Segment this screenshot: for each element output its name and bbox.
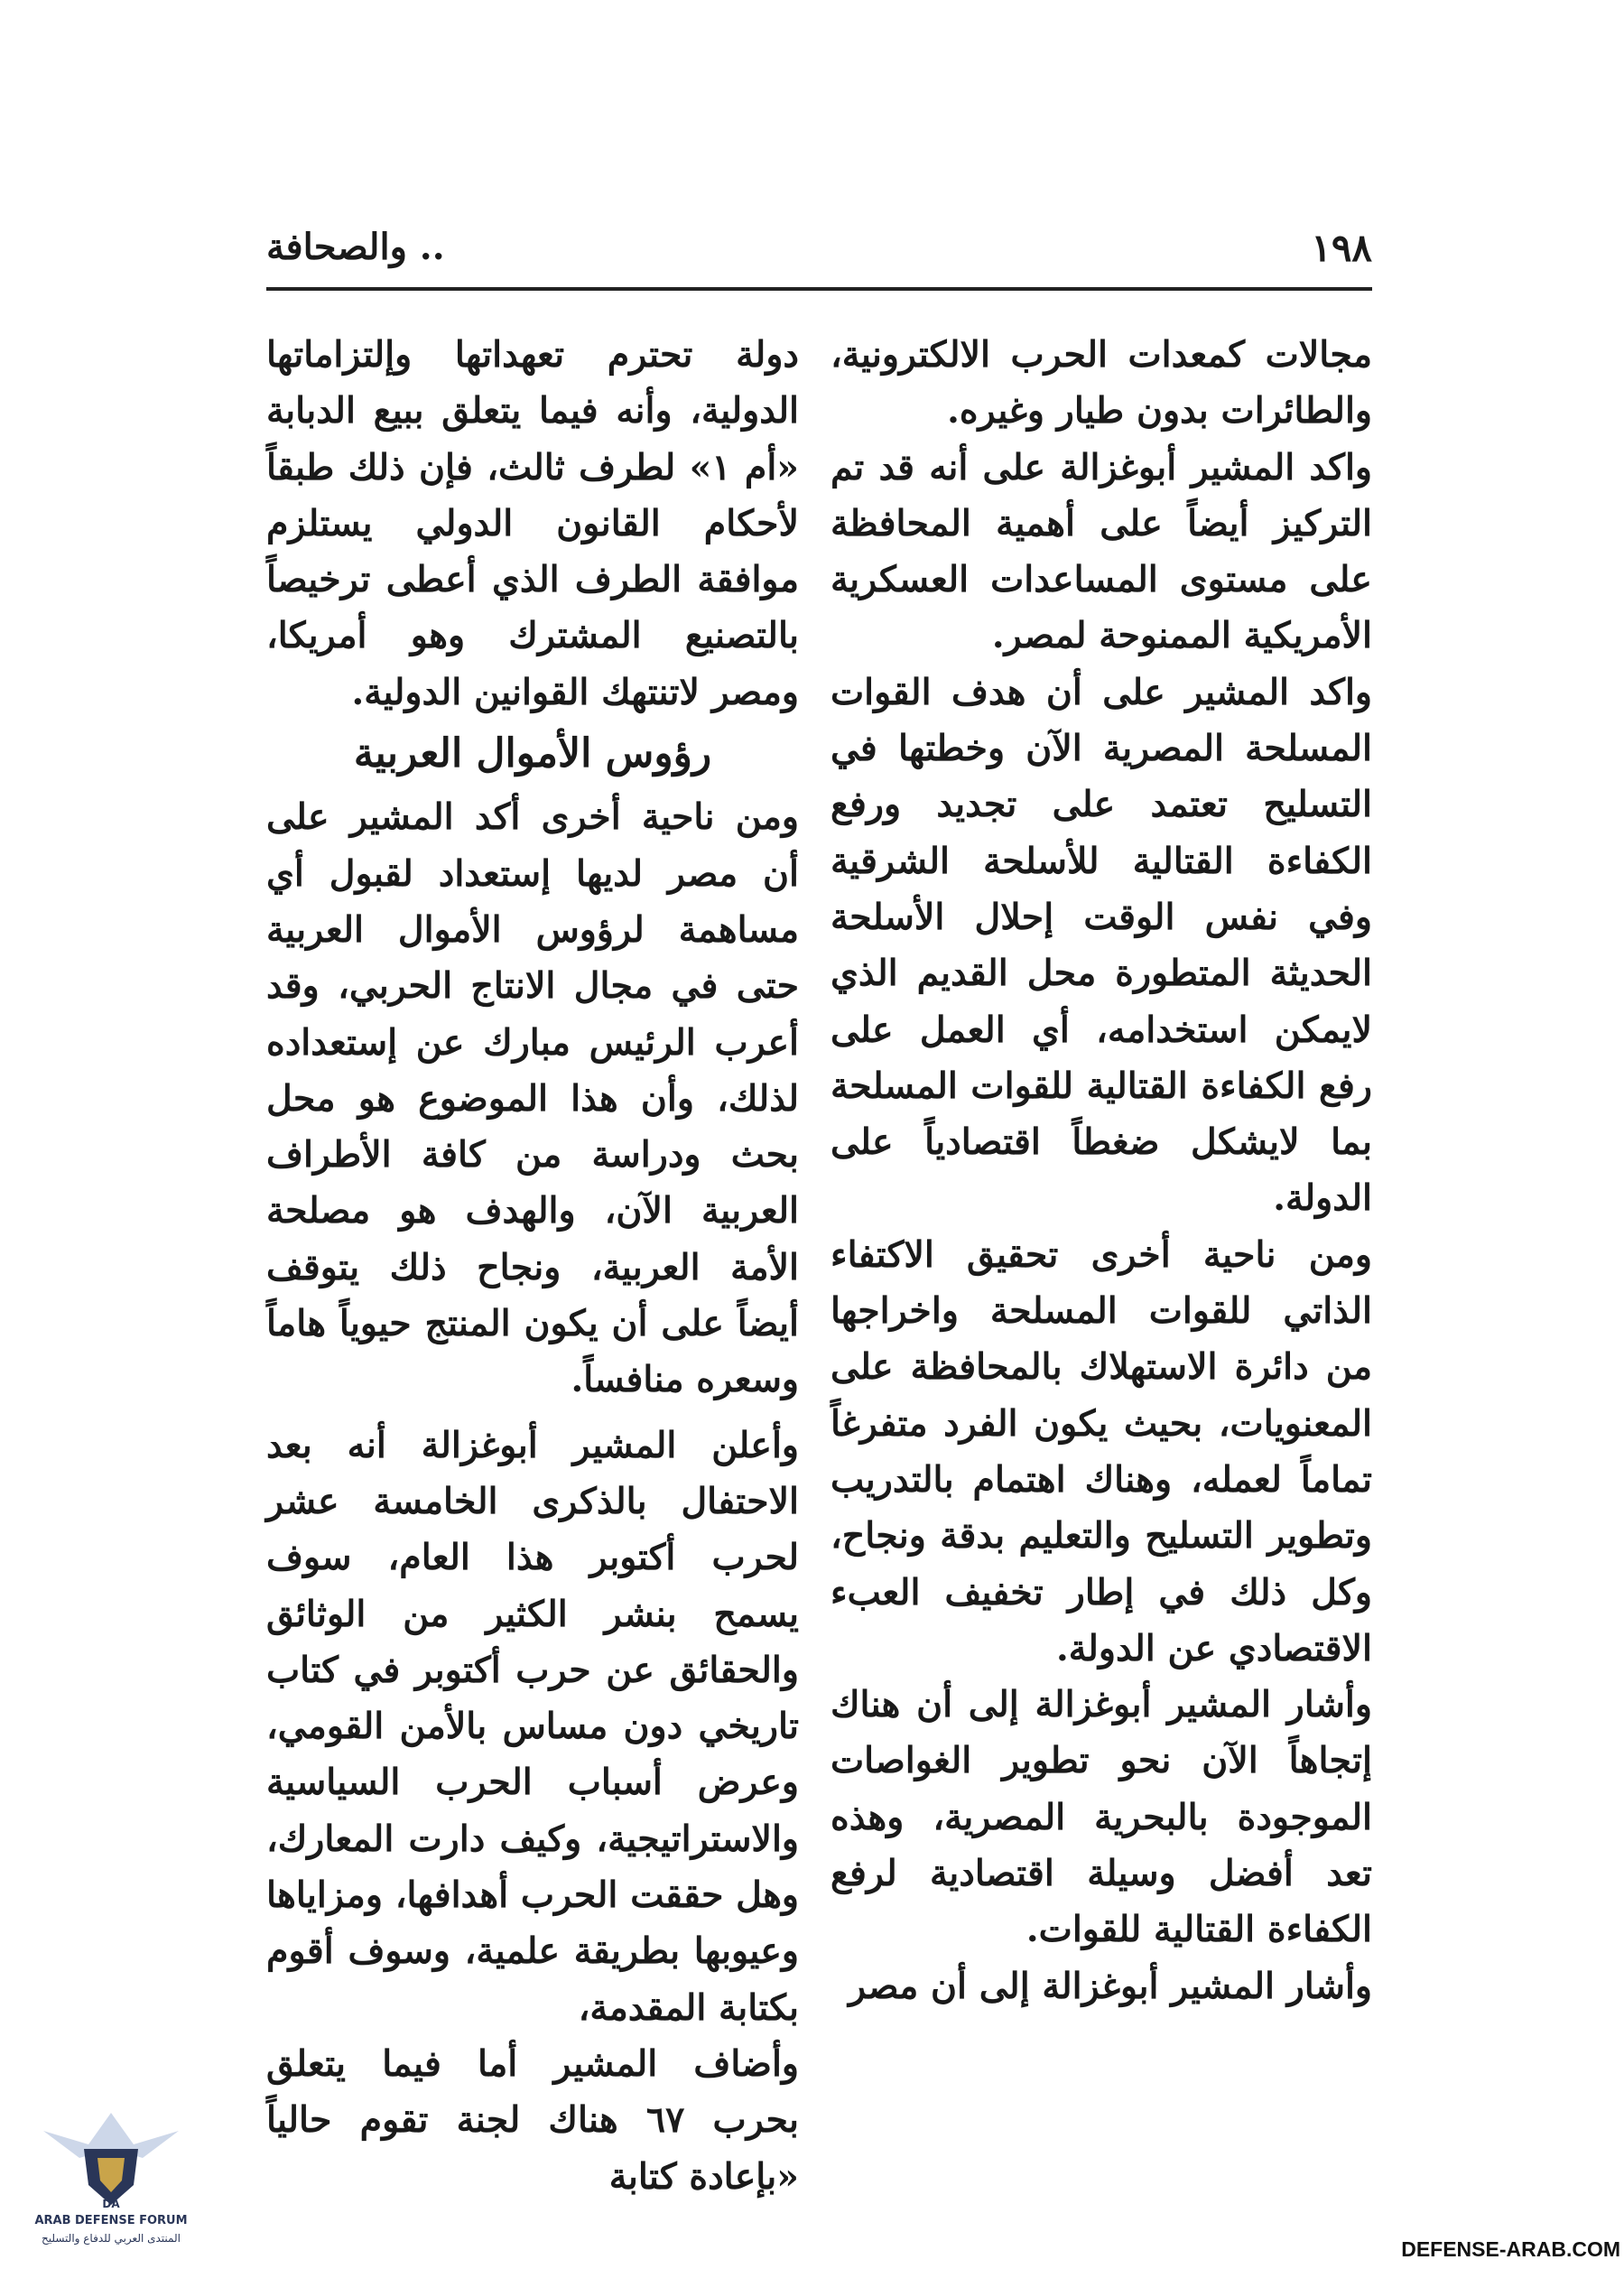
forum-name-en: ARAB DEFENSE FORUM — [34, 2214, 188, 2227]
page-number: ١٩٨ — [1311, 226, 1372, 270]
section-heading: رؤوس الأموال العربية — [353, 730, 712, 777]
paragraph: دولة تحترم تعهداتها وإلتزاماتها الدولية، وأنه فيما يتعلق ببيع الدبابة «أم ١» لطرف ثالث، فإن ذلك طبقاً لأحكام القانون الدولي يستلزم موافقة الطرف الذي أعطى ترخيصاً بالتصنيع المشترك وهو أمريكا، ومصر لاتنتهك القوانين الدولية. — [266, 334, 799, 713]
watermark-url: DEFENSE-ARAB.COM — [1401, 2237, 1620, 2261]
paragraph: وأشار المشير أبوغزالة إلى أن هناك إتجاهاً الآن نحو تطوير الغواصات الموجودة بالبحرية المصرية، وهذه تعد أفضل وسيلة اقتصادية لرفع الكفاءة القتالية للقوات. — [831, 1684, 1372, 1951]
paragraph: وأضاف المشير أما فيما يتعلق بحرب ٦٧ هناك لجنة تقوم حالياً «بإعادة كتابة — [266, 2042, 799, 2198]
paragraph: وأعلن المشير أبوغزالة أنه بعد الاحتفال بالذكرى الخامسة عشر لحرب أكتوبر هذا العام، سوف يسمح بنشر الكثير من الوثائق والحقائق عن حرب أكتوبر في كتاب تاريخي دون مساس بالأمن القومي، وعرض أسباب الحرب السياسية والاستراتيجية، وكيف دارت المعارك، وهل حققت الحرب أهدافها، ومزاياها وعيوبها بطريقة علمية، وسوف أقوم بكتابة المقدمة، — [266, 1424, 799, 2029]
paragraph: واكد المشير على أن هدف القوات المسلحة المصرية الآن وخطتها في التسليح تعتمد على تجديد ورفع الكفاءة القتالية للأسلحة الشرقية وفي نفس الوقت إحلال الأسلحة الحديثة المتطورة محل القديم الذي لايمكن استخدامه، أي العمل على رفع الكفاءة القتالية للقوات المسلحة بما لايشكل ضغطاً اقتصادياً على الدولة. — [831, 671, 1372, 1220]
page-header — [266, 226, 1372, 280]
right-column — [831, 327, 1372, 2014]
svg-text:DA: DA — [102, 2198, 120, 2210]
left-column — [266, 327, 799, 2205]
forum-logo — [34, 2095, 188, 2262]
paragraph: واكد المشير أبوغزالة على أنه قد تم التركيز أيضاً على أهمية المحافظة على مستوى المساعدات العسكرية الأمريكية الممنوحة لمصر. — [831, 446, 1372, 657]
paragraph: ومن ناحية أخرى أكد المشير على أن مصر لديها إستعداد لقبول أي مساهمة لرؤوس الأموال العربية حتى في مجال الانتاج الحربي، وقد أعرب الرئيس مبارك عن إستعداده لذلك، وأن هذا الموضوع هو محل بحث ودراسة من كافة الأطراف العربية الآن، والهدف هو مصلحة الأمة العربية، ونجاح ذلك يتوقف أيضاً على أن يكون المنتج حيوياً هاماً وسعره منافساً. — [266, 796, 799, 1401]
running-title: .. والصحافة — [266, 226, 445, 268]
header-rule — [266, 287, 1372, 291]
forum-name-ar: المنتدى العربي للدفاع والتسليح — [42, 2232, 181, 2245]
paragraph: وأشار المشير أبوغزالة إلى أن مصر — [849, 1965, 1372, 2007]
eagle-shield-icon — [34, 2095, 188, 2212]
paragraph: ومن ناحية أخرى تحقيق الاكتفاء الذاتي للقوات المسلحة واخراجها من دائرة الاستهلاك بالمحافظة على المعنويات، بحيث يكون الفرد متفرغاً تماماً لعمله، وهناك اهتمام بالتدريب وتطوير التسليح والتعليم بدقة ونجاح، وكل ذلك في إطار تخفيف العبء الاقتصادي عن الدولة. — [831, 1233, 1372, 1669]
paragraph: مجالات كمعدات الحرب الالكترونية، والطائرات بدون طيار وغيره. — [831, 334, 1372, 432]
